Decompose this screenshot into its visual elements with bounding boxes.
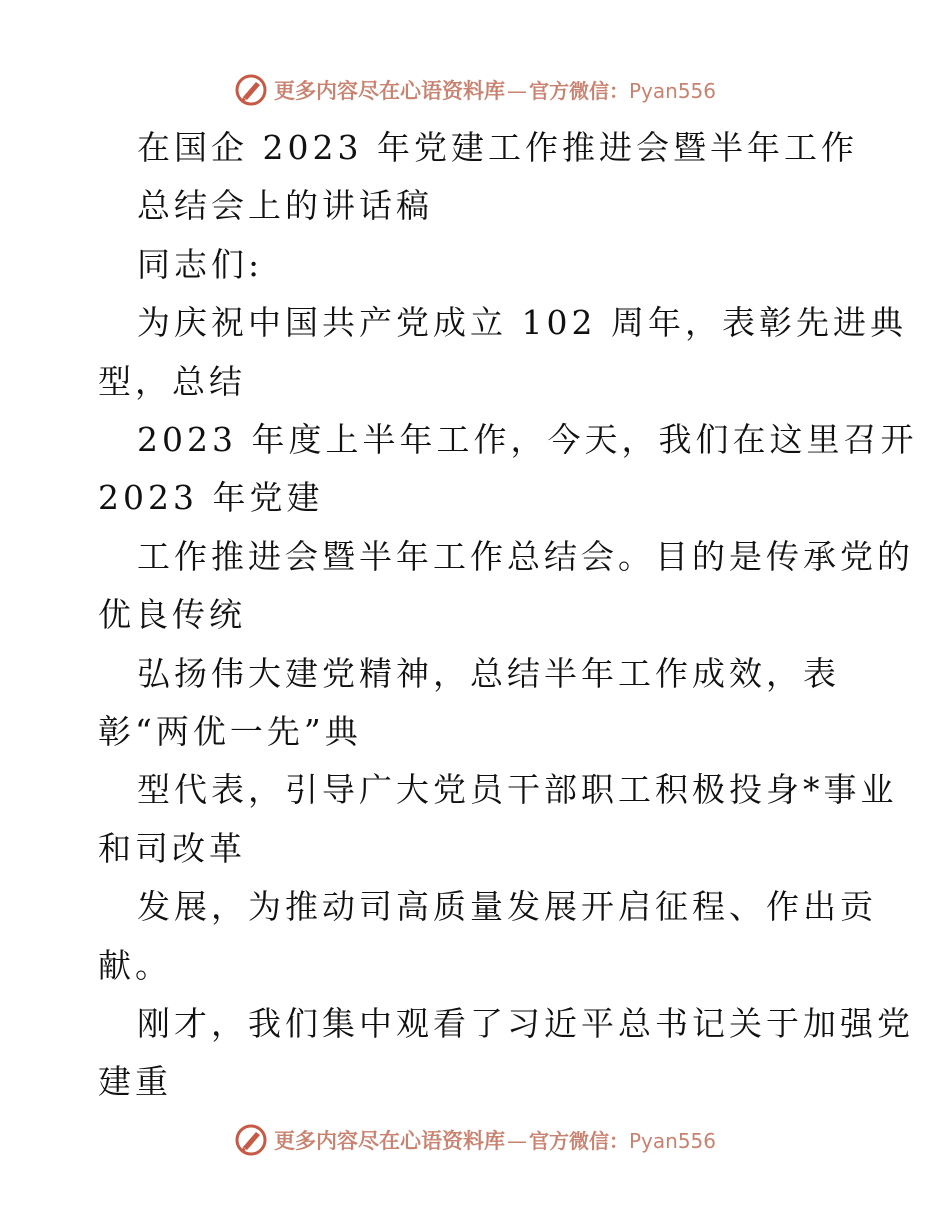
paragraph-line: 建重 — [98, 1062, 172, 1101]
paragraph-line: 献。 — [98, 946, 172, 985]
watermark-wechat-id: Pyan556 — [628, 1129, 716, 1153]
document-title-line-2: 总结会上的讲话稿 — [137, 186, 433, 225]
paragraph-line: 刚才，我们集中观看了习近平总书记关于加强党 — [137, 1004, 914, 1043]
watermark-brand: 更多内容尽在心语资料库 — [273, 1129, 505, 1153]
document-title-line-1: 在国企 2023 年党建工作推进会暨半年工作 — [137, 128, 858, 167]
paragraph-line: 弘扬伟大建党精神，总结半年工作成效，表 — [137, 654, 840, 693]
watermark-text — [274, 75, 716, 105]
paragraph-line: 2023 年度上半年工作，今天，我们在这里召开 — [137, 420, 918, 459]
paragraph-line: 发展，为推动司高质量发展开启征程、作出贡 — [137, 887, 877, 926]
paragraph-line: 为庆祝中国共产党成立 102 周年，表彰先进典 — [137, 303, 907, 342]
ink-pen-logo-icon — [234, 1123, 268, 1157]
paragraph-line: 工作推进会暨半年工作总结会。目的是传承党的 — [137, 537, 914, 576]
salutation: 同志们: — [137, 245, 264, 284]
paragraph-line: 优良传统 — [98, 595, 246, 634]
watermark-dash: — — [506, 79, 527, 103]
watermark-brand: 更多内容尽在心语资料库 — [273, 79, 505, 103]
watermark-wechat-id: Pyan556 — [628, 79, 716, 103]
watermark-wechat-label: 官方微信： — [528, 79, 629, 103]
watermark-dash: — — [506, 1129, 527, 1153]
header-watermark — [0, 70, 950, 110]
footer-watermark — [0, 1120, 950, 1160]
paragraph-line: 和司改革 — [98, 829, 246, 868]
paragraph-line: 型，总结 — [98, 362, 246, 401]
watermark-text — [274, 1125, 716, 1155]
watermark-wechat-label: 官方微信： — [528, 1129, 629, 1153]
paragraph-line: 彰“两优一先”典 — [98, 712, 362, 751]
paragraph-line: 2023 年党建 — [98, 478, 324, 517]
ink-pen-logo-icon — [234, 73, 268, 107]
paragraph-line: 型代表，引导广大党员干部职工积极投身*事业 — [137, 770, 898, 809]
